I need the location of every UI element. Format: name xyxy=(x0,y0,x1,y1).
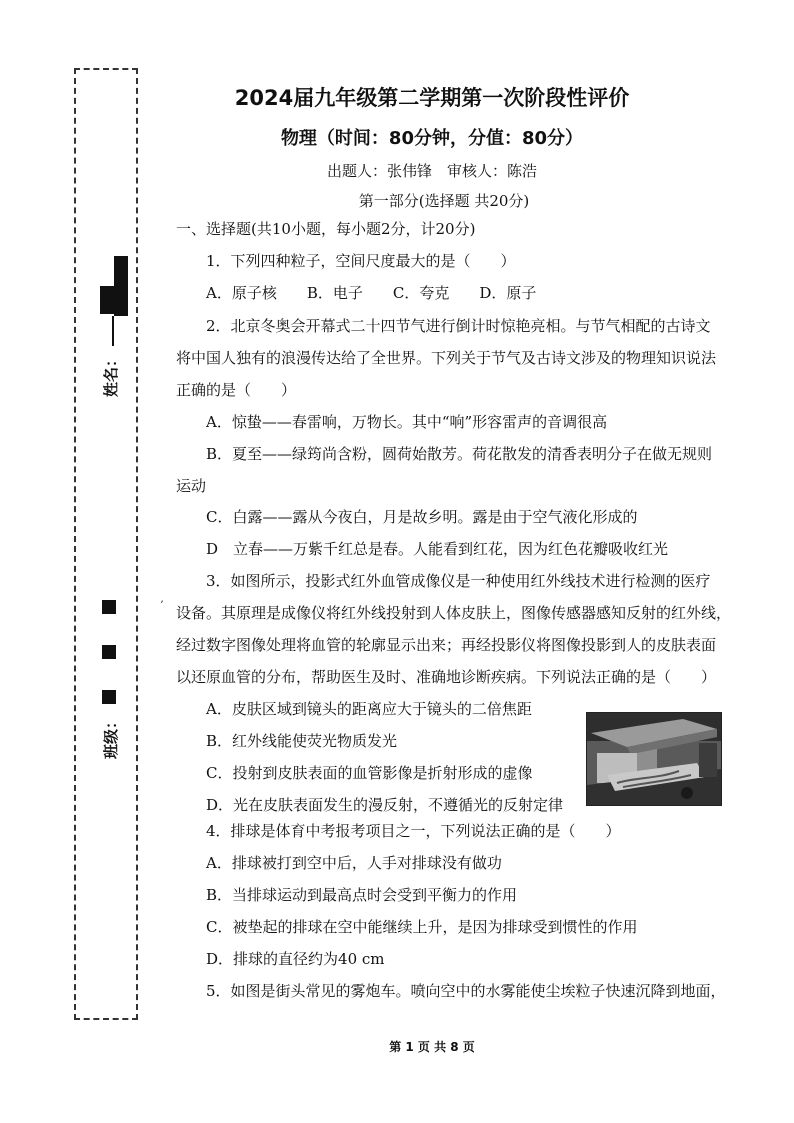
q3-option-c: C．投射到皮肤表面的血管影像是折射形成的虚像 xyxy=(206,764,533,782)
scan-mark: ʼ xyxy=(160,600,164,611)
marker-square-2 xyxy=(102,645,116,659)
exam-title: 2024届九年级第二学期第一次阶段性评价 xyxy=(234,86,630,110)
marker-square-3 xyxy=(102,690,116,704)
q2-option-c: C．白露——露从今夜白，月是故乡明。露是由于空气液化形成的 xyxy=(206,508,638,526)
q3-stem-1: 3．如图所示，投影式红外血管成像仪是一种使用红外线技术进行检测的医疗 xyxy=(206,572,711,590)
q2-stem-3: 正确的是（ ） xyxy=(176,381,297,399)
q3-option-b: B．红外线能使荧光物质发光 xyxy=(206,732,398,750)
q4-option-c: C．被垫起的排球在空中能继续上升，是因为排球受到惯性的作用 xyxy=(206,918,638,936)
exam-authors: 出题人：张伟锋 审核人：陈浩 xyxy=(326,162,537,180)
q3-stem-4: 以还原血管的分布，帮助医生及时、准确地诊断疾病。下列说法正确的是（ ） xyxy=(176,668,717,686)
q2-stem-1: 2．北京冬奥会开幕式二十四节气进行倒计时惊艳亮相。与节气相配的古诗文 xyxy=(206,317,711,335)
q3-stem-3: 经过数字图像处理将血管的轮廓显示出来；再经投影仪将图像投影到人的皮肤表面 xyxy=(176,636,717,654)
q1-stem: 1．下列四种粒子，空间尺度最大的是（ ） xyxy=(206,252,516,270)
marker-block-top-2 xyxy=(100,286,120,314)
q2-option-d: D 立春——万紫千红总是春。人能看到红花，因为红色花瓣吸收红光 xyxy=(206,540,669,558)
q3-option-a: A．皮肤区域到镜头的距离应大于镜头的二倍焦距 xyxy=(206,700,532,718)
page-number: 第 1 页 共 8 页 xyxy=(389,1040,475,1054)
class-label: 班级： xyxy=(102,713,121,760)
q2-option-b-1: B．夏至——绿筠尚含粉，圆荷始散芳。荷花散发的清香表明分子在做无规则 xyxy=(206,445,713,463)
q2-option-b-2: 运动 xyxy=(176,477,207,495)
q1-options: A．原子核 B．电子 C．夸克 D．原子 xyxy=(206,284,537,302)
q4-stem: 4．排球是体育中考报考项目之一，下列说法正确的是（ ） xyxy=(206,822,621,840)
name-underline xyxy=(112,316,114,346)
q5-stem: 5．如图是街头常见的雾炮车。喷向空中的水雾能使尘埃粒子快速沉降到地面， xyxy=(206,982,726,1000)
q3-stem-2: 设备。其原理是成像仪将红外线投射到人体皮肤上，图像传感器感知反射的红外线， xyxy=(176,604,732,622)
vein-imager-illustration xyxy=(587,713,721,805)
marker-square-1 xyxy=(102,600,116,614)
q4-option-b: B．当排球运动到最高点时会受到平衡力的作用 xyxy=(206,886,518,904)
q2-option-a: A．惊蛰——春雷响，万物长。其中“响”形容雷声的音调很高 xyxy=(206,413,608,431)
q4-option-a: A．排球被打到空中后，人手对排球没有做功 xyxy=(206,854,502,872)
name-label: 姓名： xyxy=(102,351,121,398)
q2-stem-2: 将中国人独有的浪漫传达给了全世界。下列关于节气及古诗文涉及的物理知识说法 xyxy=(176,349,717,367)
exam-subtitle: 物理（时间：80分钟，分值：80分） xyxy=(280,128,584,149)
vein-imager-photo xyxy=(586,712,722,806)
q3-option-d: D．光在皮肤表面发生的漫反射，不遵循光的反射定律 xyxy=(206,796,564,814)
q4-option-d: D．排球的直径约为40 cm xyxy=(206,950,385,968)
part-heading: 第一部分(选择题 共20分) xyxy=(358,192,530,210)
section-heading: 一、选择题(共10小题，每小题2分，计20分) xyxy=(176,220,476,238)
